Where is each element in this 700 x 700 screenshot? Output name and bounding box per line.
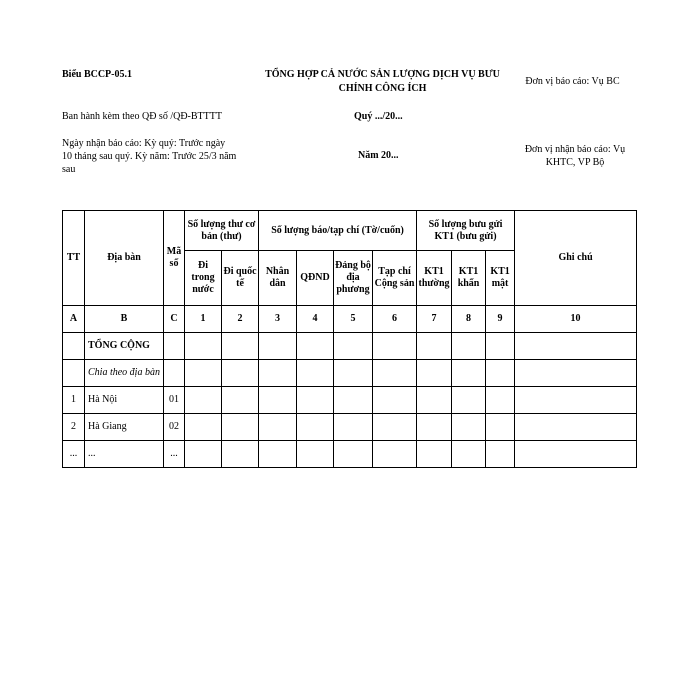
table-cell — [373, 441, 417, 468]
table-cell — [486, 333, 515, 360]
table-cell — [486, 360, 515, 387]
sub-local-party-line1: Đảng bộ — [335, 260, 371, 271]
row-tt: 1 — [63, 387, 85, 414]
table-cell — [334, 333, 373, 360]
table-cell — [297, 414, 334, 441]
index-cell: 10 — [515, 306, 637, 333]
receiving-unit-line2: KHTC, VP Bộ — [545, 157, 605, 168]
row-area: Hà Nội — [85, 387, 164, 414]
sub-kt1-secret-header — [486, 251, 515, 306]
group-parcels-line1: Số lượng bưu gửi — [428, 218, 503, 230]
sub-kt1-urgent-line2: khẩn — [457, 278, 480, 289]
table-cell — [334, 414, 373, 441]
receive-date-line2: 10 tháng sau quý. Kỳ năm: Trước 25/3 năm — [62, 151, 237, 162]
table-cell — [452, 414, 486, 441]
table-cell — [259, 360, 297, 387]
sub-local-party-line3: phương — [336, 284, 370, 295]
group-letters-header — [185, 211, 259, 251]
table-cell — [334, 360, 373, 387]
table-cell — [297, 360, 334, 387]
table-cell — [222, 360, 259, 387]
table-cell — [515, 360, 637, 387]
receive-date-line3: sau — [62, 164, 76, 175]
group-parcels-line2: KT1 (bưu gửi) — [434, 230, 497, 242]
index-cell: 7 — [417, 306, 452, 333]
index-cell: C — [164, 306, 185, 333]
table-cell — [334, 441, 373, 468]
table-cell — [452, 387, 486, 414]
table-cell — [417, 333, 452, 360]
table-cell — [259, 333, 297, 360]
table-cell — [297, 441, 334, 468]
group-letters-line1: Số lượng thư cơ — [187, 218, 256, 230]
table-cell — [222, 414, 259, 441]
table-cell — [222, 441, 259, 468]
table-cell — [185, 441, 222, 468]
report-table — [62, 210, 637, 468]
table-cell — [452, 360, 486, 387]
table-cell — [164, 333, 185, 360]
row-tt: ... — [63, 441, 85, 468]
table-cell — [297, 333, 334, 360]
table-row — [63, 414, 637, 441]
row-code: 02 — [164, 414, 185, 441]
table-cell — [417, 360, 452, 387]
table-cell — [486, 441, 515, 468]
col-code-header-line2: số — [169, 258, 179, 269]
total-label: TỔNG CỘNG — [85, 333, 164, 360]
col-code-header-line1: Mã — [166, 246, 182, 257]
header-row-1 — [63, 211, 637, 251]
table-cell — [185, 333, 222, 360]
group-letters-line2: bản (thư) — [201, 230, 242, 242]
table-cell — [297, 387, 334, 414]
sub-nhandan-line1: Nhân — [265, 266, 290, 277]
table-cell — [373, 387, 417, 414]
sub-international-line1: Đi quốc — [223, 266, 257, 277]
report-title-line2: CHÍNH CÔNG ÍCH — [338, 83, 427, 94]
table-cell — [185, 360, 222, 387]
row-code: 01 — [164, 387, 185, 414]
index-cell: 3 — [259, 306, 297, 333]
sub-nhandan-header — [259, 251, 297, 306]
table-cell — [417, 387, 452, 414]
index-cell: 6 — [373, 306, 417, 333]
table-cell — [334, 387, 373, 414]
sub-kt1-urgent-header — [452, 251, 486, 306]
table-cell — [63, 333, 85, 360]
table-cell — [452, 441, 486, 468]
sub-local-party-header — [334, 251, 373, 306]
table-cell — [185, 414, 222, 441]
index-row — [63, 306, 637, 333]
sub-domestic-line3: nước — [192, 284, 214, 295]
table-cell — [259, 387, 297, 414]
index-cell: 5 — [334, 306, 373, 333]
report-title-line1: TỔNG HỢP CẢ NƯỚC SẢN LƯỢNG DỊCH VỤ BƯU — [265, 69, 500, 80]
table-cell — [515, 414, 637, 441]
by-area-row — [63, 360, 637, 387]
table-cell — [373, 360, 417, 387]
table-cell — [417, 414, 452, 441]
row-code: ... — [164, 441, 185, 468]
table-cell — [417, 441, 452, 468]
total-row — [63, 333, 637, 360]
table-cell — [515, 387, 637, 414]
sub-kt1-normal-line1: KT1 — [424, 266, 444, 277]
group-press-header: Số lượng báo/tạp chí (Tờ/cuốn) — [259, 211, 417, 251]
sub-qdnd-header: QĐND — [297, 251, 334, 306]
table-cell — [222, 333, 259, 360]
col-notes-header: Ghi chú — [515, 211, 637, 306]
index-cell: 2 — [222, 306, 259, 333]
by-area-label: Chia theo địa bàn — [85, 360, 164, 387]
sub-communist-journal-line1: Tạp chí — [378, 266, 411, 277]
sub-kt1-normal-line2: thường — [418, 278, 450, 289]
sub-kt1-secret-line2: mật — [491, 278, 509, 289]
table-cell — [373, 333, 417, 360]
col-area-header: Địa bàn — [85, 211, 164, 306]
receiving-unit-line1: Đơn vị nhận báo cáo: Vụ — [524, 144, 626, 155]
reporting-unit: Đơn vị báo cáo: Vụ BC — [525, 76, 620, 87]
sub-local-party-line2: địa — [346, 272, 360, 283]
sub-kt1-normal-header — [417, 251, 452, 306]
col-tt-header: TT — [63, 211, 85, 306]
sub-domestic-line2: trong — [191, 272, 215, 283]
col-code-header — [164, 211, 185, 306]
index-cell: A — [63, 306, 85, 333]
row-tt: 2 — [63, 414, 85, 441]
table-cell — [452, 333, 486, 360]
table-cell — [259, 414, 297, 441]
table-cell — [515, 333, 637, 360]
issued-with-decision: Ban hành kèm theo QĐ số /QĐ-BTTTT — [62, 111, 222, 122]
report-year: Năm 20... — [358, 150, 399, 161]
index-cell: 9 — [486, 306, 515, 333]
sub-kt1-secret-line1: KT1 — [490, 266, 510, 277]
sub-nhandan-line2: dân — [269, 278, 286, 289]
sub-international-header — [222, 251, 259, 306]
row-area: ... — [85, 441, 164, 468]
sub-communist-journal-line2: Cộng sản — [374, 278, 415, 289]
report-quarter: Quý .../20... — [354, 111, 403, 122]
table-row — [63, 441, 637, 468]
receive-date-line1: Ngày nhận báo cáo: Kỳ quý: Trước ngày — [62, 138, 226, 149]
receive-date-note — [62, 137, 277, 176]
table-cell — [515, 441, 637, 468]
table-cell — [222, 387, 259, 414]
table-cell — [185, 387, 222, 414]
report-title — [250, 68, 515, 96]
table-cell — [259, 441, 297, 468]
table-cell — [486, 387, 515, 414]
row-area: Hà Giang — [85, 414, 164, 441]
receiving-unit — [505, 143, 645, 169]
index-cell: 8 — [452, 306, 486, 333]
index-cell: 1 — [185, 306, 222, 333]
table-cell — [164, 360, 185, 387]
sub-domestic-header — [185, 251, 222, 306]
table-cell — [373, 414, 417, 441]
table-row — [63, 387, 637, 414]
sub-international-line2: tế — [236, 278, 244, 289]
index-cell: 4 — [297, 306, 334, 333]
sub-kt1-urgent-line1: KT1 — [458, 266, 479, 277]
sub-communist-journal-header — [373, 251, 417, 306]
index-cell: B — [85, 306, 164, 333]
sub-domestic-line1: Đi — [198, 260, 208, 271]
group-parcels-header — [417, 211, 515, 251]
table-cell — [63, 360, 85, 387]
table-cell — [486, 414, 515, 441]
form-code: Biểu BCCP-05.1 — [62, 69, 132, 80]
